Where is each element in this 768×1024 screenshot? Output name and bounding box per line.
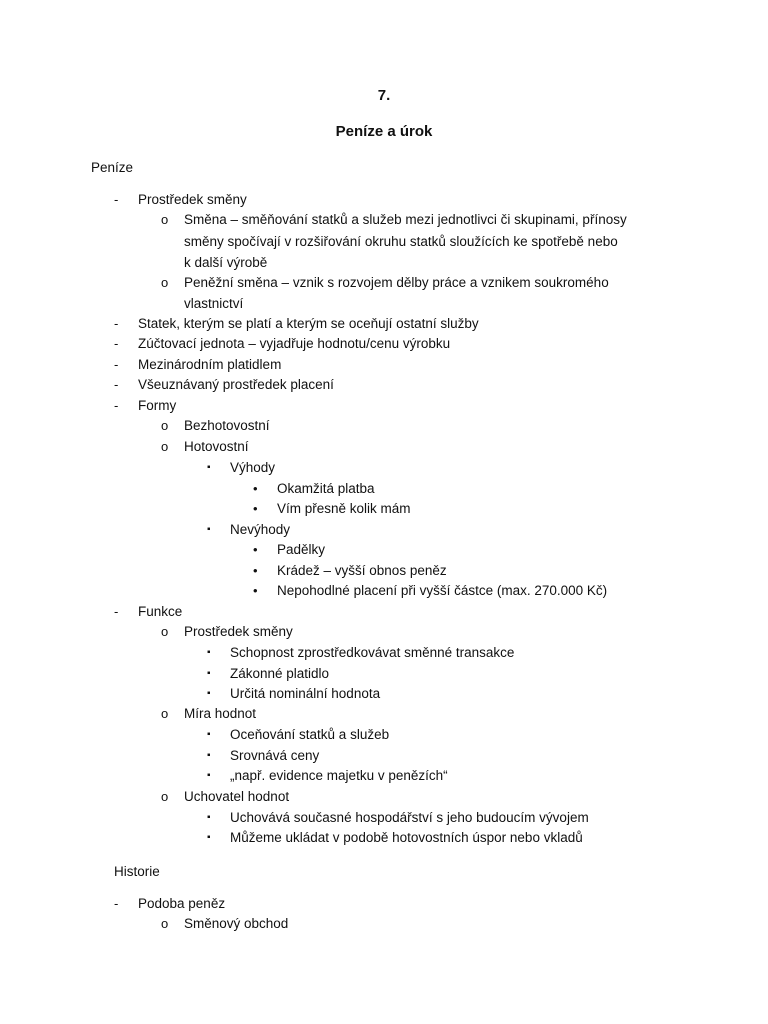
list-marker: ▪ xyxy=(207,668,211,679)
list-item: Bezhotovostní xyxy=(184,418,270,433)
list-marker: - xyxy=(114,316,119,331)
list-item: Mezinárodním platidlem xyxy=(138,357,282,372)
list-marker: o xyxy=(161,624,169,639)
list-marker: ▪ xyxy=(207,812,211,823)
list-marker: ▪ xyxy=(207,770,211,781)
list-item: Výhody xyxy=(230,460,276,475)
list-item: Určitá nominální hodnota xyxy=(230,686,381,701)
list-item: Prostředek směny xyxy=(184,624,293,639)
list-marker: • xyxy=(253,501,258,516)
list-marker: • xyxy=(253,542,258,557)
list-item: Formy xyxy=(138,398,177,413)
list-marker: ▪ xyxy=(207,462,211,473)
list-item: „např. evidence majetku v penězích“ xyxy=(230,768,448,783)
list-item-continuation: směny spočívají v rozšiřování okruhu statků sloužících ke spotřebě nebo xyxy=(184,234,618,249)
list-marker: o xyxy=(161,275,169,290)
list-marker: • xyxy=(253,481,258,496)
list-marker: ▪ xyxy=(207,647,211,658)
list-item: Nevýhody xyxy=(230,522,291,537)
page-title: Peníze a úrok xyxy=(335,123,433,140)
section-heading-historie: Historie xyxy=(114,864,160,879)
list-item: Zúčtovací jednota – vyjadřuje hodnotu/cenu výrobku xyxy=(138,336,451,351)
list-marker: o xyxy=(161,706,169,721)
list-marker: - xyxy=(114,357,119,372)
list-item: Můžeme ukládat v podobě hotovostních úspor nebo vkladů xyxy=(230,830,583,845)
list-marker: - xyxy=(114,896,119,911)
list-marker: o xyxy=(161,789,169,804)
list-item: Podoba peněz xyxy=(138,896,226,911)
list-item-continuation: k další výrobě xyxy=(184,255,268,270)
chapter-number: 7. xyxy=(377,87,391,104)
list-item: Oceňování statků a služeb xyxy=(230,727,390,742)
list-marker: • xyxy=(253,583,258,598)
list-marker: ▪ xyxy=(207,688,211,699)
list-marker: - xyxy=(114,398,119,413)
list-marker: ▪ xyxy=(207,832,211,843)
list-item: Nepohodlné placení při vyšší částce (max. 270.000 Kč) xyxy=(277,583,608,598)
list-marker: - xyxy=(114,604,119,619)
list-marker: - xyxy=(114,192,119,207)
list-item: Padělky xyxy=(277,542,326,557)
list-item: Okamžitá platba xyxy=(277,481,375,496)
list-item: Vím přesně kolik mám xyxy=(277,501,411,516)
list-marker: • xyxy=(253,563,258,578)
list-marker: ▪ xyxy=(207,729,211,740)
list-item: Hotovostní xyxy=(184,439,249,454)
list-marker: o xyxy=(161,418,169,433)
list-item: Statek, kterým se platí a kterým se oceňují ostatní služby xyxy=(138,316,479,331)
list-item: Směna – směňování statků a služeb mezi jednotlivci či skupinami, přínosy xyxy=(184,212,627,227)
list-marker: - xyxy=(114,377,119,392)
list-item: Prostředek směny xyxy=(138,192,247,207)
list-item: Míra hodnot xyxy=(184,706,257,721)
list-item: Funkce xyxy=(138,604,183,619)
list-item-continuation: vlastnictví xyxy=(184,296,244,311)
list-item: Směnový obchod xyxy=(184,916,289,931)
list-marker: o xyxy=(161,212,169,227)
list-item: Schopnost zprostředkovávat směnné transakce xyxy=(230,645,515,660)
list-marker: o xyxy=(161,439,169,454)
list-item: Uchovává současné hospodářství s jeho budoucím vývojem xyxy=(230,810,589,825)
list-marker: ▪ xyxy=(207,524,211,535)
list-item: Zákonné platidlo xyxy=(230,666,330,681)
list-item: Srovnává ceny xyxy=(230,748,320,763)
list-marker: - xyxy=(114,336,119,351)
section-heading-penize: Peníze xyxy=(91,160,134,175)
list-item: Peněžní směna – vznik s rozvojem dělby práce a vznikem soukromého xyxy=(184,275,609,290)
list-item: Krádež – vyšší obnos peněz xyxy=(277,563,447,578)
list-item: Všeuznávaný prostředek placení xyxy=(138,377,334,392)
list-marker: ▪ xyxy=(207,750,211,761)
list-item: Uchovatel hodnot xyxy=(184,789,290,804)
list-marker: o xyxy=(161,916,169,931)
